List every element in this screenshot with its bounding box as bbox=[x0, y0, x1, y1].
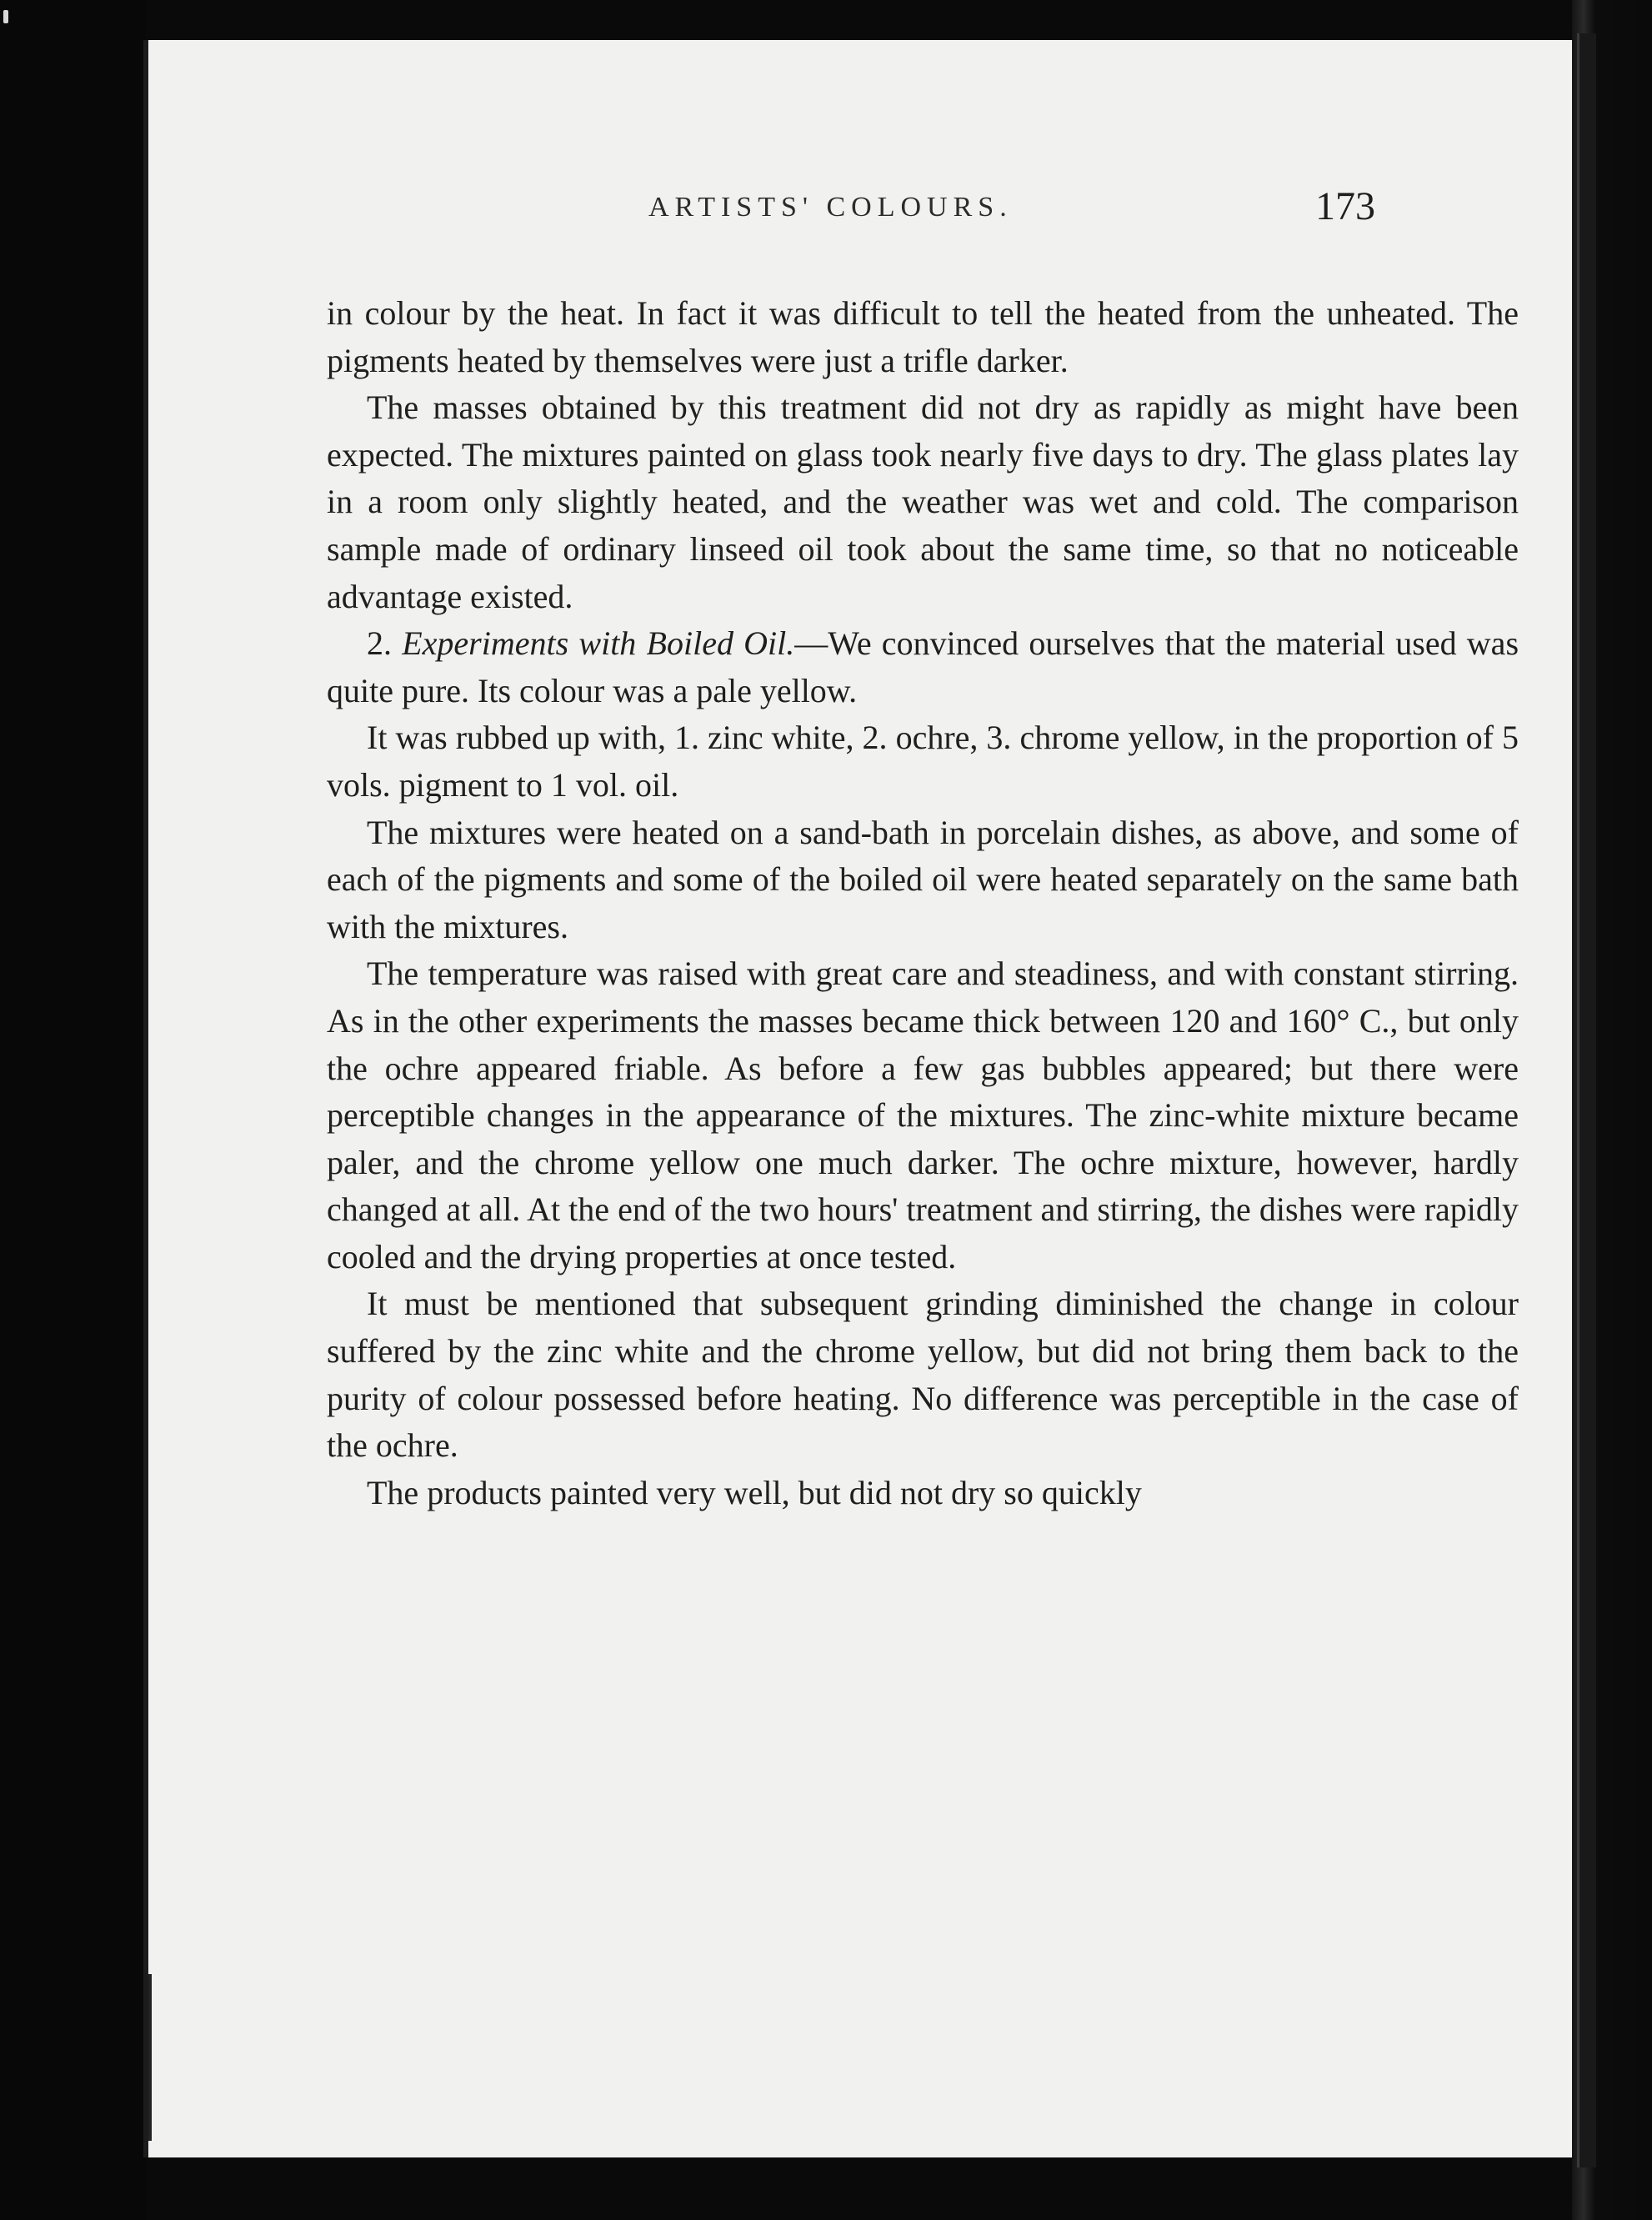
section-heading: Experiments with Boiled Oil. bbox=[402, 624, 795, 663]
scan-background-left bbox=[0, 0, 146, 2220]
paragraph-4: It was rubbed up with, 1. zinc white, 2. ochre, 3. chrome yellow, in the proportion of 5 vols. pigment to 1 vol. oil. bbox=[327, 719, 1519, 804]
page-gutter-shadow bbox=[148, 1974, 152, 2141]
paragraph-1: in colour by the heat. In fact it was difficult to tell the heated from the unheated. The pigments heated by themselves were just a trifle darker. bbox=[327, 294, 1519, 379]
scan-edge-mark bbox=[3, 10, 8, 23]
page-number: 173 bbox=[1315, 184, 1375, 228]
scan-background-right bbox=[1572, 0, 1652, 2220]
page-header bbox=[148, 165, 1580, 232]
running-title: ARTISTS' COLOURS. bbox=[648, 192, 1013, 223]
paragraph-3 bbox=[327, 620, 1519, 714]
book-page bbox=[143, 40, 1580, 2157]
paragraph-2: The masses obtained by this treatment did not dry as rapidly as might have been expected. The mixtures painted on glass took nearly five days to dry. The glass plates lay in a room only slightly heated, and the weather was wet and cold. The comparison sample made of ordinary linseed oil took about the same time, so that no noticeable advantage existed. bbox=[327, 388, 1519, 615]
paragraph-3-text: —We convinced ourselves that the material used was quite pure. Its colour was a pale yellow. bbox=[327, 624, 1519, 709]
section-number: 2. bbox=[367, 624, 392, 663]
paragraph-7: It must be mentioned that subsequent grinding diminished the change in colour suffered by the zinc white and the chrome yellow, but did not bring them back to the purity of colour possessed before heating. No difference was perceptible in the case of the ochre. bbox=[327, 1285, 1519, 1465]
paragraph-5: The mixtures were heated on a sand-bath in porcelain dishes, as above, and some of each of the pigments and some of the boiled oil were heated separately on the same bath with the mixtures. bbox=[327, 813, 1519, 945]
book-spine-edge bbox=[1577, 33, 1596, 2167]
paragraph-8: The products painted very well, but did not dry so quickly bbox=[367, 1473, 1142, 1511]
paragraph-6: The temperature was raised with great care and steadiness, and with constant stirring. As in the other experiments the masses became thick between 120 and 160° C., but only the ochre appeared friable. As before a few gas bubbles appeared; but there were perceptible changes in the appearance of the mixtures. The zinc-white mixture became paler, and the chrome yellow one much darker. The ochre mixture, however, hardly changed at all. At the end of the two hours' treatment and stirring, the dishes were rapidly cooled and the drying properties at once tested. bbox=[327, 955, 1519, 1275]
body-text bbox=[327, 290, 1519, 1516]
